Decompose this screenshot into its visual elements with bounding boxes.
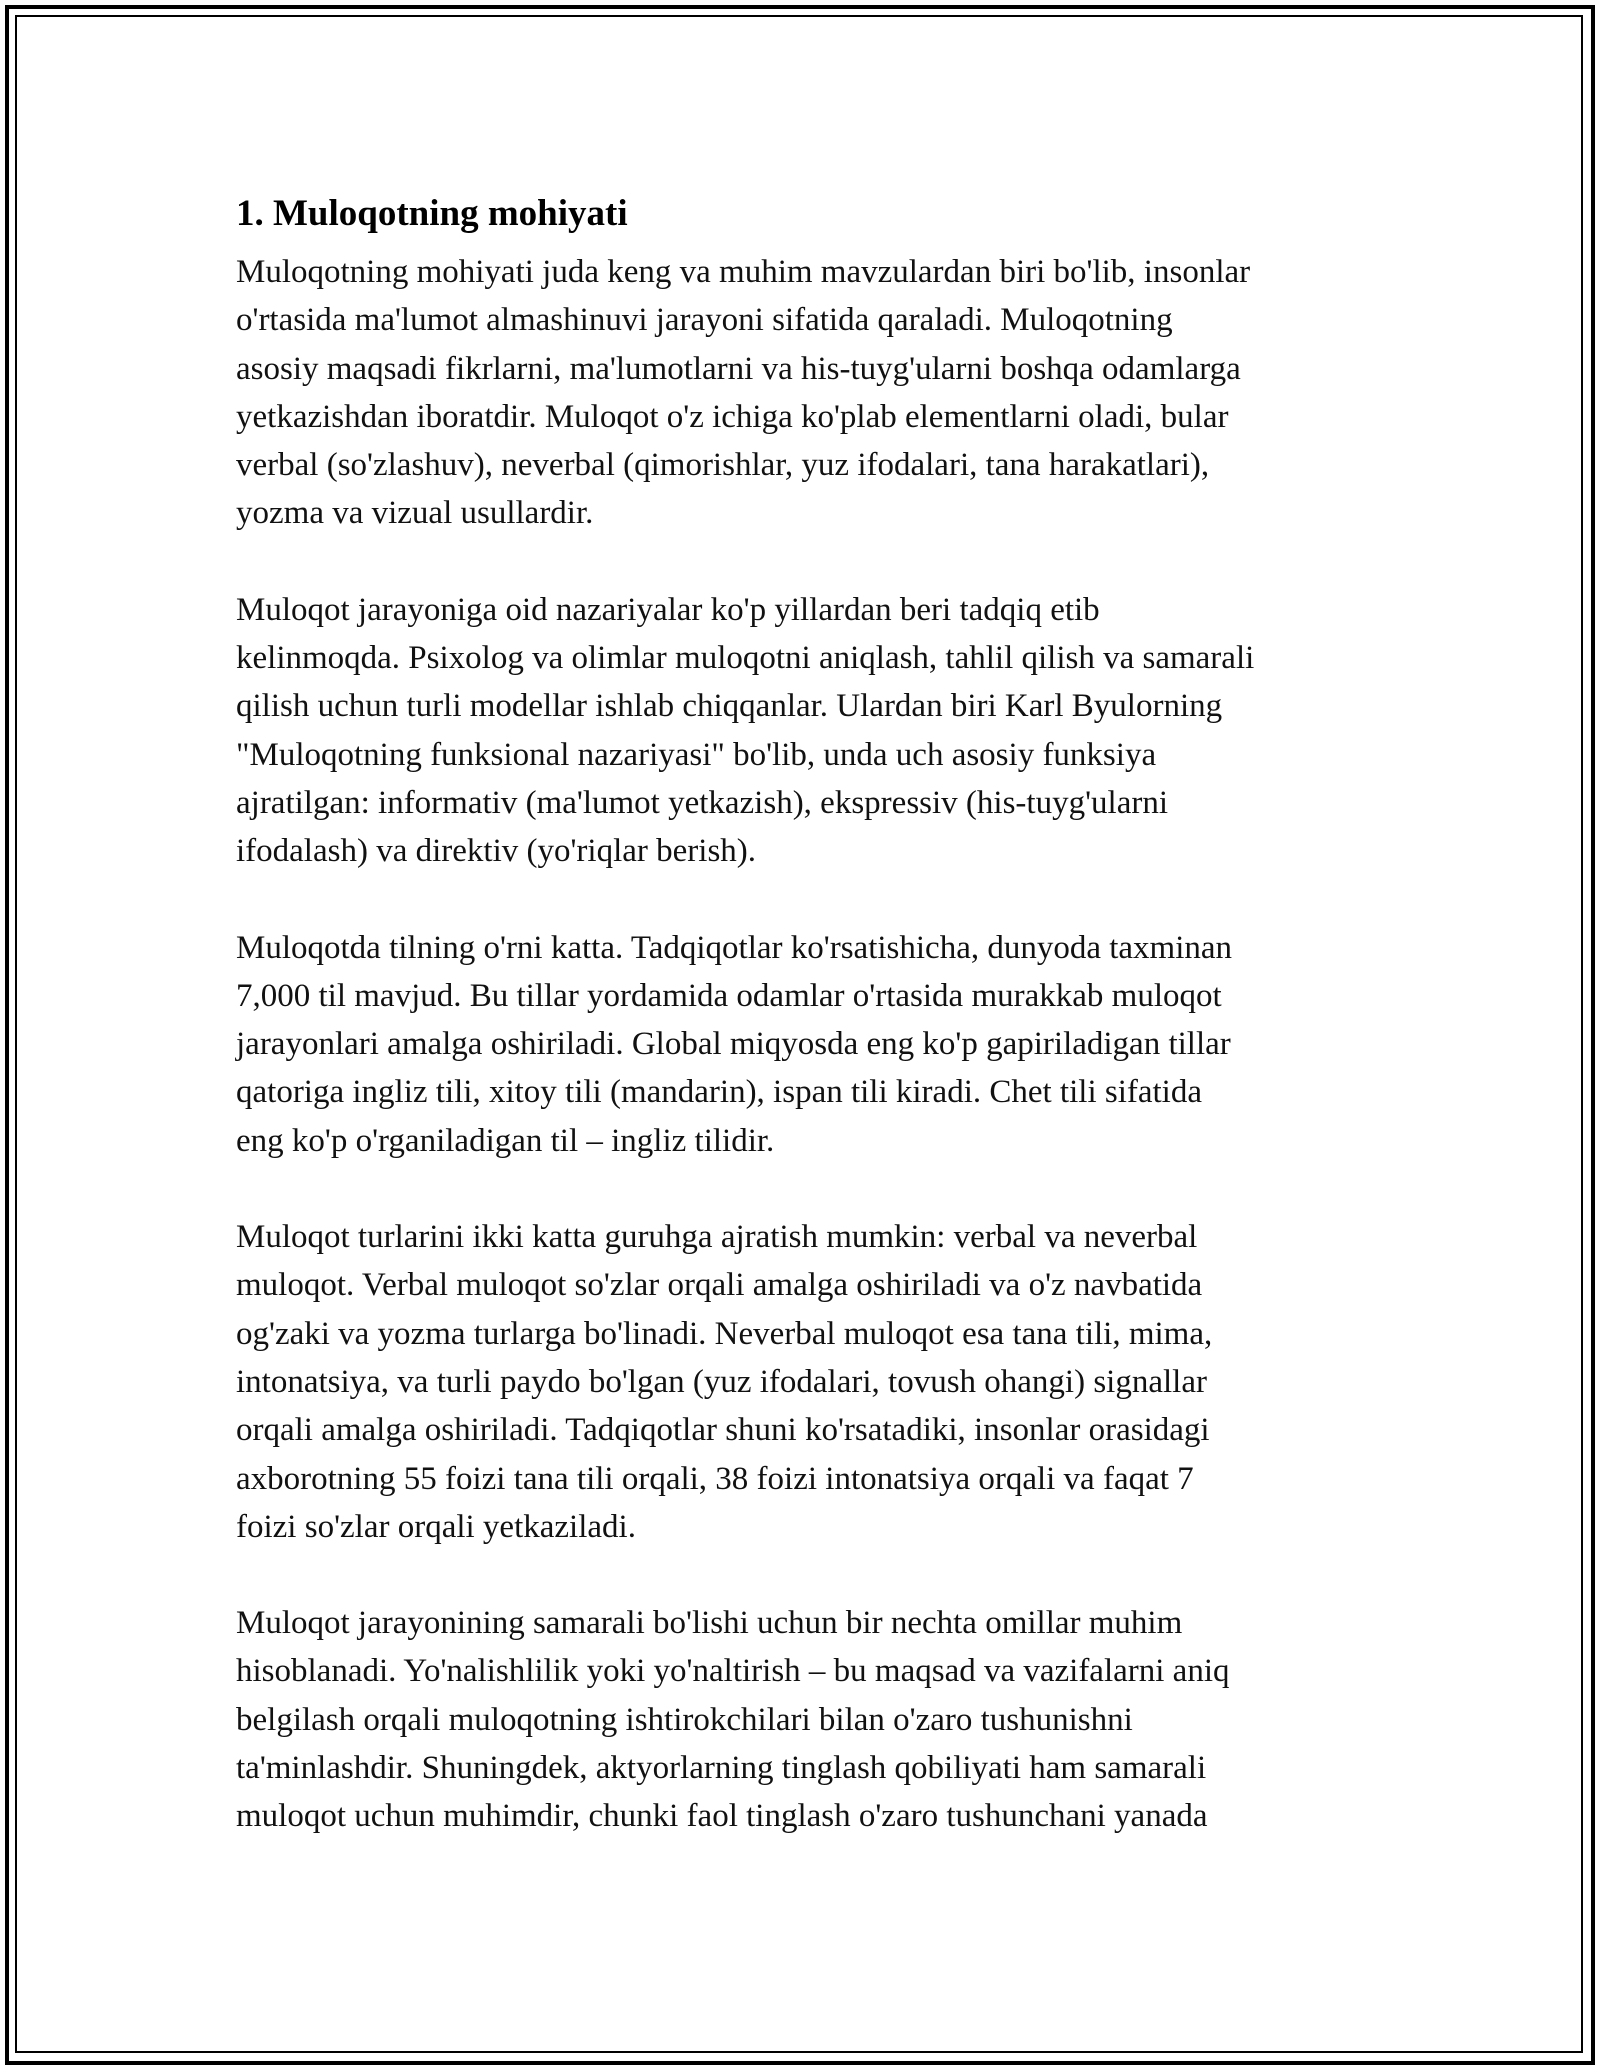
paragraph-line: hisoblanadi. Yo'nalishlilik yoki yo'naltirish – bu maqsad va vazifalarni aniq bbox=[236, 1653, 1230, 1690]
paragraph-line: "Muloqotning funksional nazariyasi" bo'lib, unda uch asosiy funksiya bbox=[236, 736, 1157, 773]
paragraph-line: qilish uchun turli modellar ishlab chiqqanlar. Ulardan biri Karl Byulorning bbox=[236, 688, 1223, 725]
paragraph-5 bbox=[236, 1599, 1381, 1840]
section-heading: 1. Muloqotning mohiyati bbox=[236, 193, 628, 234]
paragraph-4 bbox=[236, 1213, 1381, 1551]
paragraph-line: muloqot. Verbal muloqot so'zlar orqali amalga oshiriladi va o'z navbatida bbox=[236, 1267, 1203, 1304]
paragraph-3 bbox=[236, 924, 1381, 1165]
paragraph-2 bbox=[236, 586, 1381, 876]
paragraph-line: jarayonlari amalga oshiriladi. Global miqyosda eng ko'p gapiriladigan tillar bbox=[236, 1026, 1231, 1063]
paragraph-line: orqali amalga oshiriladi. Tadqiqotlar shuni ko'rsatadiki, insonlar orasidagi bbox=[236, 1412, 1210, 1449]
paragraph-line: muloqot uchun muhimdir, chunki faol tinglash o'zaro tushunchani yanada bbox=[236, 1798, 1208, 1835]
paragraph-line: og'zaki va yozma turlarga bo'linadi. Neverbal muloqot esa tana tili, mima, bbox=[236, 1315, 1213, 1352]
paragraph-line: ajratilgan: informativ (ma'lumot yetkazish), ekspressiv (his-tuyg'ularni bbox=[236, 784, 1168, 821]
paragraph-line: o'rtasida ma'lumot almashinuvi jarayoni sifatida qaraladi. Muloqotning bbox=[236, 302, 1173, 339]
paragraph-line: 7,000 til mavjud. Bu tillar yordamida odamlar o'rtasida murakkab muloqot bbox=[236, 977, 1222, 1014]
paragraph-line: belgilash orqali muloqotning ishtirokchilari bilan o'zaro tushunishni bbox=[236, 1701, 1133, 1738]
paragraph-line: axborotning 55 foizi tana tili orqali, 38 foizi intonatsiya orqali va faqat 7 bbox=[236, 1460, 1194, 1497]
document-body bbox=[236, 184, 1381, 1889]
paragraph-line: Muloqot turlarini ikki katta guruhga ajratish mumkin: verbal va neverbal bbox=[236, 1219, 1198, 1256]
paragraph-line: verbal (so'zlashuv), neverbal (qimorishlar, yuz ifodalari, tana harakatlari), bbox=[236, 447, 1210, 484]
paragraph-line: Muloqot jarayonining samarali bo'lishi uchun bir nechta omillar muhim bbox=[236, 1605, 1183, 1642]
paragraph-line: foizi so'zlar orqali yetkaziladi. bbox=[236, 1508, 636, 1545]
paragraph-line: ta'minlashdir. Shuningdek, aktyorlarning tinglash qobiliyati ham samarali bbox=[236, 1750, 1207, 1787]
paragraph-line: Muloqotda tilning o'rni katta. Tadqiqotlar ko'rsatishicha, dunyoda taxminan bbox=[236, 929, 1233, 966]
paragraph-line: ifodalash) va direktiv (yo'riqlar berish). bbox=[236, 833, 757, 870]
paragraph-1 bbox=[236, 248, 1381, 538]
paragraph-line: kelinmoqda. Psixolog va olimlar muloqotni aniqlash, tahlil qilish va samarali bbox=[236, 640, 1255, 677]
paragraph-line: yozma va vizual usullardir. bbox=[236, 495, 594, 532]
paragraph-line: eng ko'p o'rganiladigan til – ingliz tilidir. bbox=[236, 1122, 775, 1159]
paragraph-line: qatoriga ingliz tili, xitoy tili (mandarin), ispan tili kiradi. Chet tili sifatida bbox=[236, 1074, 1202, 1111]
paragraph-line: Muloqot jarayoniga oid nazariyalar ko'p yillardan beri tadqiq etib bbox=[236, 591, 1100, 628]
paragraph-line: intonatsiya, va turli paydo bo'lgan (yuz ifodalari, tovush ohangi) signallar bbox=[236, 1363, 1207, 1400]
paragraph-line: Muloqotning mohiyati juda keng va muhim mavzulardan biri bo'lib, insonlar bbox=[236, 254, 1251, 290]
paragraph-line: asosiy maqsadi fikrlarni, ma'lumotlarni va his-tuyg'ularni boshqa odamlarga bbox=[236, 350, 1241, 387]
paragraph-line: yetkazishdan iboratdir. Muloqot o'z ichiga ko'plab elementlarni oladi, bular bbox=[236, 398, 1229, 435]
